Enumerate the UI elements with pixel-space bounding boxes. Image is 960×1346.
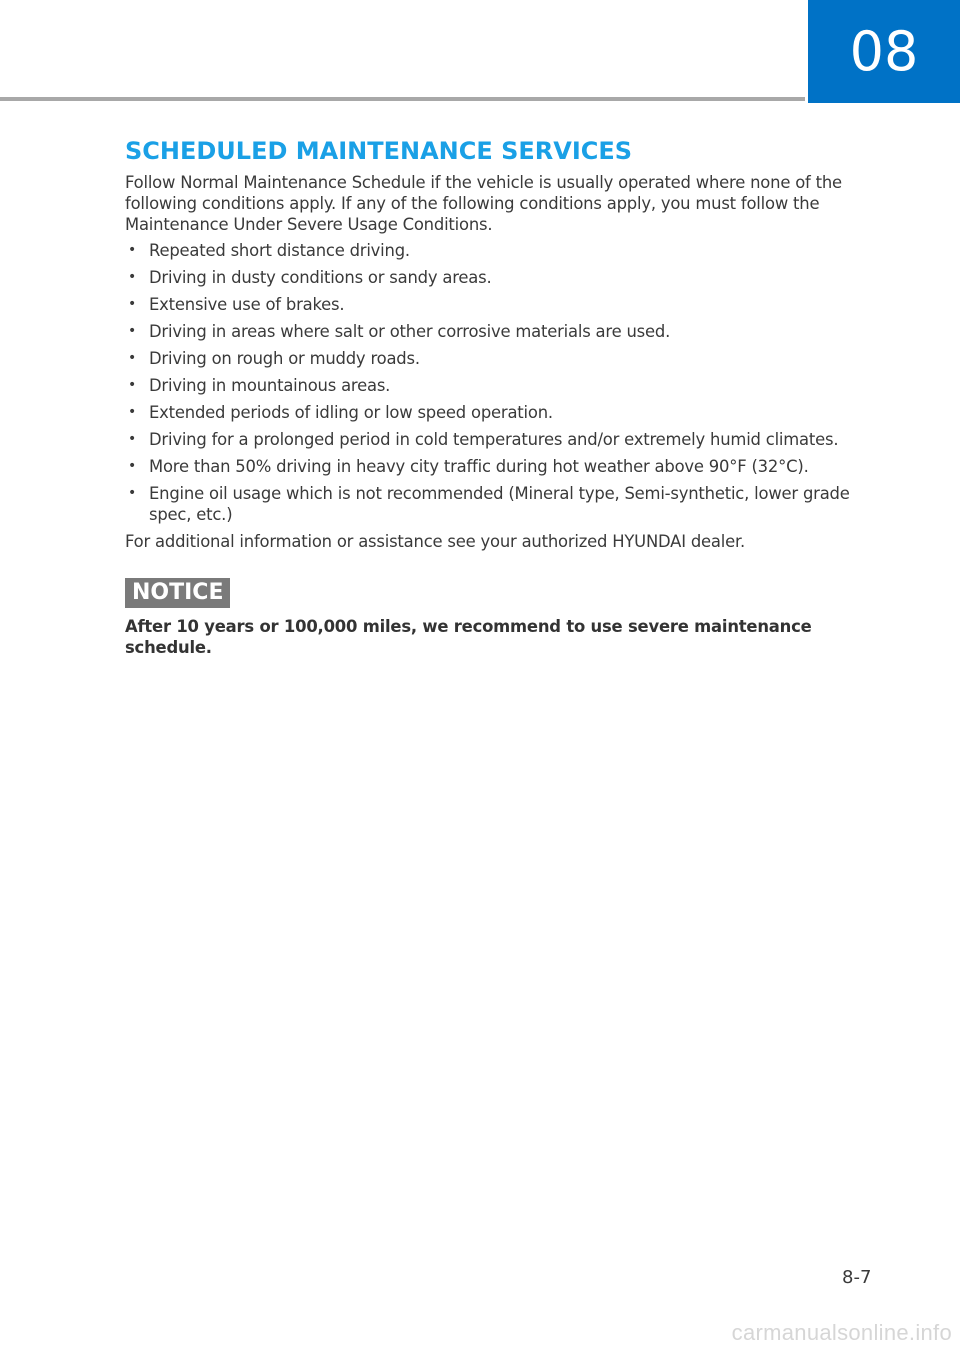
conditions-list	[125, 240, 895, 525]
bullet-icon: •	[128, 269, 137, 285]
list-item	[125, 402, 895, 423]
intro-paragraph: Follow Normal Maintenance Schedule if the vehicle is usually operated where none of the following conditions apply. If any of the following conditions apply, you must follow the Maintenance Under Severe Usage Conditions.	[125, 173, 842, 234]
list-item-text: Driving in areas where salt or other corrosive materials are used.	[149, 322, 671, 341]
list-item-text: Engine oil usage which is not recommended (Mineral type, Semi-synthetic, lower grade spec, etc.)	[149, 484, 850, 524]
dealer-info-paragraph: For additional information or assistance see your authorized HYUNDAI dealer.	[125, 532, 746, 551]
list-item-text: Driving on rough or muddy roads.	[149, 349, 420, 368]
watermark-text: carmanualsonline.info	[731, 1320, 952, 1345]
list-item	[125, 483, 895, 525]
list-item	[125, 321, 895, 342]
notice-label: NOTICE	[125, 578, 230, 608]
list-item-text: Driving for a prolonged period in cold temperatures and/or extremely humid climates.	[149, 430, 839, 449]
list-item-text: Extended periods of idling or low speed operation.	[149, 403, 553, 422]
list-item-text: More than 50% driving in heavy city traffic during hot weather above 90°F (32°C).	[149, 457, 809, 476]
list-item-text: Driving in dusty conditions or sandy areas.	[149, 268, 492, 287]
list-item-text: Extensive use of brakes.	[149, 295, 345, 314]
bullet-icon: •	[128, 323, 137, 339]
bullet-icon: •	[128, 458, 137, 474]
list-item	[125, 294, 895, 315]
notice-text: After 10 years or 100,000 miles, we recommend to use severe maintenance schedule.	[125, 617, 812, 657]
chapter-tab	[808, 0, 960, 103]
bullet-icon: •	[128, 404, 137, 420]
bullet-icon: •	[128, 350, 137, 366]
page-number: 8-7	[842, 1267, 872, 1288]
bullet-icon: •	[128, 242, 137, 258]
header-rule	[0, 97, 805, 101]
bullet-icon: •	[128, 296, 137, 312]
list-item	[125, 456, 895, 477]
list-item	[125, 348, 895, 369]
bullet-icon: •	[128, 431, 137, 447]
list-item	[125, 429, 895, 450]
list-item-text: Driving in mountainous areas.	[149, 376, 391, 395]
list-item	[125, 267, 895, 288]
list-item-text: Repeated short distance driving.	[149, 241, 410, 260]
section-title: SCHEDULED MAINTENANCE SERVICES	[125, 137, 633, 165]
list-item	[125, 375, 895, 396]
list-item	[125, 240, 895, 261]
bullet-icon: •	[128, 485, 137, 501]
chapter-number: 08	[849, 20, 919, 83]
page-content	[125, 136, 895, 658]
bullet-icon: •	[128, 377, 137, 393]
